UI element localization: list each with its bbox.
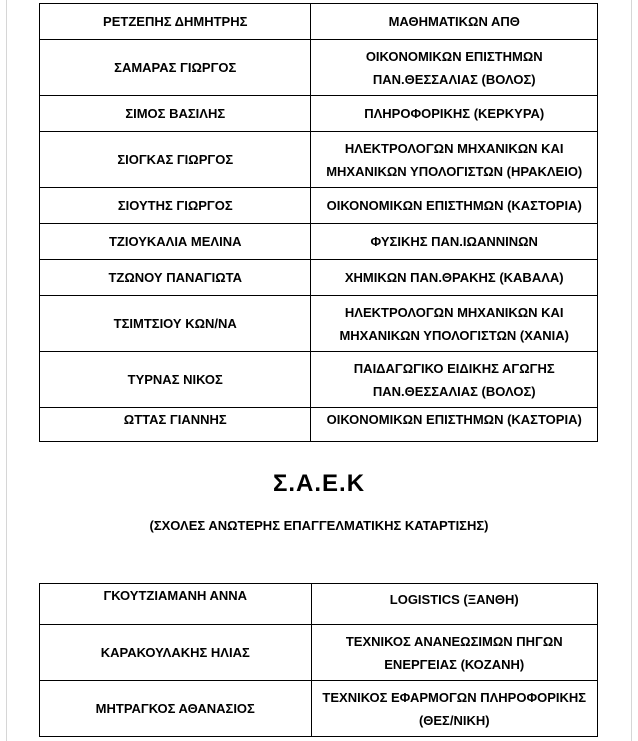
student-name: ΚΑΡΑΚΟΥΛΑΚΗΣ ΗΛΙΑΣ: [40, 625, 312, 681]
section-subtitle: (ΣΧΟΛΕΣ ΑΝΩΤΕΡΗΣ ΕΠΑΓΓΕΛΜΑΤΙΚΗΣ ΚΑΤΑΡΤΙΣΗΣ): [149, 518, 489, 533]
table-row: [40, 132, 598, 188]
table-row: [40, 296, 598, 352]
student-name: ΓΚΟΥΤΖΙΑΜΑΝΗ ΑΝΝΑ: [40, 584, 312, 625]
student-name: ΜΗΤΡΑΓΚΟΣ ΑΘΑΝΑΣΙΟΣ: [40, 681, 312, 737]
school-name: ΠΑΙΔΑΓΩΓΙΚΟ ΕΙΔΙΚΗΣ ΑΓΩΓΗΣ ΠΑΝ.ΘΕΣΣΑΛΙΑΣ (ΒΟΛΟΣ): [311, 352, 598, 408]
table-row: [40, 352, 598, 408]
school-name: ΟΙΚΟΝΟΜΙΚΩΝ ΕΠΙΣΤΗΜΩΝ ΠΑΝ.ΘΕΣΣΑΛΙΑΣ (ΒΟΛΟΣ): [311, 40, 598, 96]
table-row: [40, 224, 598, 260]
school-name: ΗΛΕΚΤΡΟΛΟΓΩΝ ΜΗΧΑΝΙΚΩΝ ΚΑΙ ΜΗΧΑΝΙΚΩΝ ΥΠΟΛΟΓΙΣΤΩΝ (ΧΑΝΙΑ): [311, 296, 598, 352]
school-name: ΧΗΜΙΚΩΝ ΠΑΝ.ΘΡΑΚΗΣ (ΚΑΒΑΛΑ): [311, 260, 598, 296]
table-row: [40, 260, 598, 296]
table-row: [40, 40, 598, 96]
student-name: ΡΕΤΖΕΠΗΣ ΔΗΜΗΤΡΗΣ: [40, 4, 311, 40]
university-admissions-table: [39, 3, 598, 442]
table-row: [40, 188, 598, 224]
table-row: [40, 408, 598, 442]
vocational-schools-table: [39, 583, 598, 737]
student-name: ΤΖΙΟΥΚΑΛΙΑ ΜΕΛΙΝΑ: [40, 224, 311, 260]
school-name: ΤΕΧΝΙΚΟΣ ΑΝΑΝΕΩΣΙΜΩΝ ΠΗΓΩΝ ΕΝΕΡΓΕΙΑΣ (ΚΟΖΑΝΗ): [311, 625, 597, 681]
page-edge-right: [631, 0, 632, 741]
student-name: ΣΙΟΥΤΗΣ ΓΙΩΡΓΟΣ: [40, 188, 311, 224]
student-name: ΣΑΜΑΡΑΣ ΓΙΩΡΓΟΣ: [40, 40, 311, 96]
school-name: ΠΛΗΡΟΦΟΡΙΚΗΣ (ΚΕΡΚΥΡΑ): [311, 96, 598, 132]
school-name: ΤΕΧΝΙΚΟΣ ΕΦΑΡΜΟΓΩΝ ΠΛΗΡΟΦΟΡΙΚΗΣ (ΘΕΣ/ΝΙΚΗ): [311, 681, 597, 737]
table-row: [40, 681, 598, 737]
table-row: [40, 4, 598, 40]
student-name: ΣΙΟΓΚΑΣ ΓΙΩΡΓΟΣ: [40, 132, 311, 188]
table-row: [40, 625, 598, 681]
student-name: ΩΤΤΑΣ ΓΙΑΝΝΗΣ: [40, 408, 311, 442]
table-row: [40, 96, 598, 132]
school-name: LOGISTICS (ΞΑΝΘΗ): [311, 584, 597, 625]
section-title: Σ.Α.Ε.Κ: [272, 470, 366, 497]
school-name: ΟΙΚΟΝΟΜΙΚΩΝ ΕΠΙΣΤΗΜΩΝ (ΚΑΣΤΟΡΙΑ): [311, 188, 598, 224]
student-name: ΤΥΡΝΑΣ ΝΙΚΟΣ: [40, 352, 311, 408]
school-name: ΜΑΘΗΜΑΤΙΚΩΝ ΑΠΘ: [311, 4, 598, 40]
school-name: ΟΙΚΟΝΟΜΙΚΩΝ ΕΠΙΣΤΗΜΩΝ (ΚΑΣΤΟΡΙΑ): [311, 408, 598, 442]
student-name: ΤΣΙΜΤΣΙΟΥ ΚΩΝ/ΝΑ: [40, 296, 311, 352]
school-name: ΦΥΣΙΚΗΣ ΠΑΝ.ΙΩΑΝΝΙΝΩΝ: [311, 224, 598, 260]
page-edge-left: [6, 0, 7, 741]
student-name: ΣΙΜΟΣ ΒΑΣΙΛΗΣ: [40, 96, 311, 132]
student-name: ΤΖΩΝΟΥ ΠΑΝΑΓΙΩΤΑ: [40, 260, 311, 296]
school-name: ΗΛΕΚΤΡΟΛΟΓΩΝ ΜΗΧΑΝΙΚΩΝ ΚΑΙ ΜΗΧΑΝΙΚΩΝ ΥΠΟΛΟΓΙΣΤΩΝ (ΗΡΑΚΛΕΙΟ): [311, 132, 598, 188]
table-row: [40, 584, 598, 625]
